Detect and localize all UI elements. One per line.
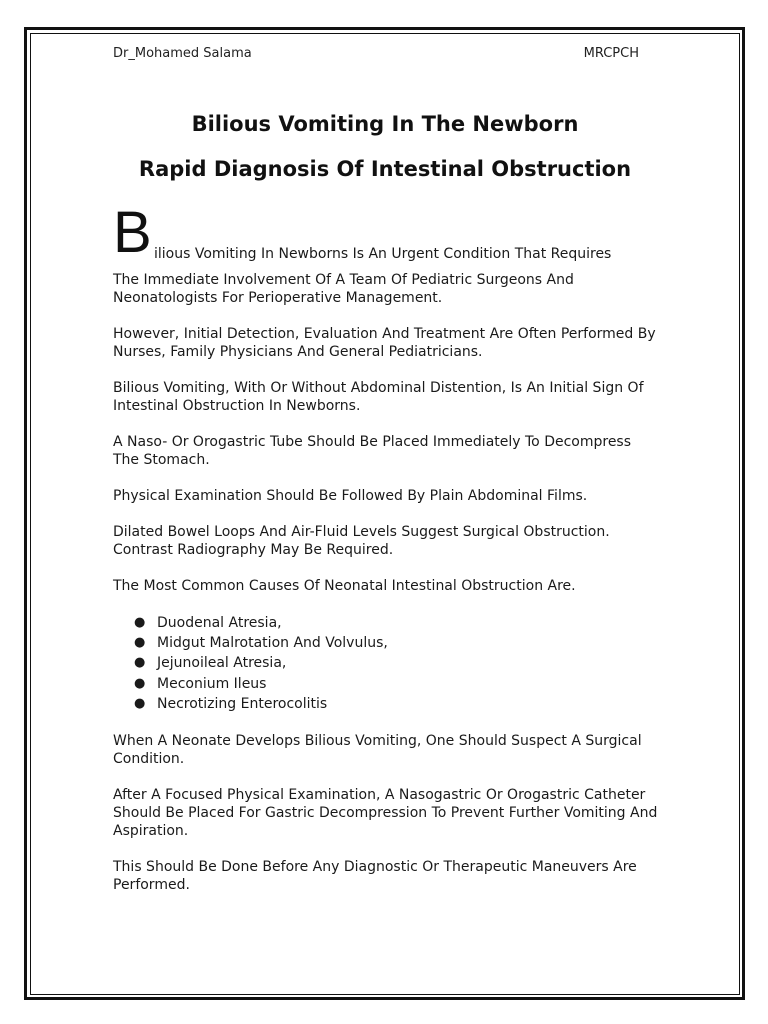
list-item-text: Duodenal Atresia, — [157, 615, 282, 631]
paragraph-suspect: When A Neonate Develops Bilious Vomiting, One Should Suspect A Surgical Condition. — [113, 733, 642, 768]
list-item — [113, 653, 658, 673]
list-item — [113, 694, 658, 714]
document-body — [113, 200, 658, 912]
paragraph-decompression: After A Focused Physical Examination, A Nasogastric Or Orogastric Catheter Should Be Placed For Gastric Decompression To Prevent Further Vomiting And Aspiration. — [113, 787, 658, 840]
paragraph-radiography: Dilated Bowel Loops And Air-Fluid Levels Suggest Surgical Obstruction. Contrast Radiography May Be Required. — [113, 524, 610, 558]
intro-first-line-text: ilious Vomiting In Newborns Is An Urgent Condition That Requires — [154, 246, 612, 262]
bullet-icon: ● — [134, 675, 146, 691]
paragraph-tube: A Naso- Or Orogastric Tube Should Be Placed Immediately To Decompress The Stomach. — [113, 434, 632, 468]
list-item — [113, 633, 658, 653]
header-credential: MRCPCH — [583, 46, 639, 61]
list-item-text: Meconium Ileus — [157, 675, 267, 692]
paragraph-exam: Physical Examination Should Be Followed By Plain Abdominal Films. — [113, 488, 588, 504]
intro-paragraph: The Immediate Involvement Of A Team Of Pediatric Surgeons And Neonatologists For Perioperative Management. — [113, 272, 574, 306]
drop-cap: B — [113, 200, 152, 265]
paragraph-causes-intro: The Most Common Causes Of Neonatal Intestinal Obstruction Are. — [113, 578, 576, 594]
list-item-text: Midgut Malrotation And Volvulus, — [157, 635, 388, 652]
bullet-icon: ● — [134, 635, 146, 651]
bullet-icon: ● — [134, 655, 146, 671]
intro-first-line — [113, 200, 658, 265]
document-subtitle: Rapid Diagnosis Of Intestinal Obstruction — [138, 157, 632, 181]
header-author: Dr_Mohamed Salama — [113, 46, 252, 61]
paragraph-timing: This Should Be Done Before Any Diagnostic Or Therapeutic Maneuvers Are Performed. — [113, 859, 637, 894]
document-title: Bilious Vomiting In The Newborn — [191, 112, 579, 136]
list-item-text: Necrotizing Enterocolitis — [157, 695, 328, 712]
list-item — [113, 613, 658, 633]
list-item-text: Jejunoileal Atresia, — [157, 655, 287, 672]
bullet-icon: ● — [134, 695, 146, 711]
list-item — [113, 674, 658, 694]
paragraph-sign: Bilious Vomiting, With Or Without Abdominal Distention, Is An Initial Sign Of Intestinal Obstruction In Newborns. — [113, 380, 644, 414]
bullet-icon: ● — [134, 615, 146, 630]
paragraph-detection: However, Initial Detection, Evaluation And Treatment Are Often Performed By Nurses, Family Physicians And General Pediatricians. — [113, 326, 656, 360]
causes-list — [113, 613, 658, 714]
